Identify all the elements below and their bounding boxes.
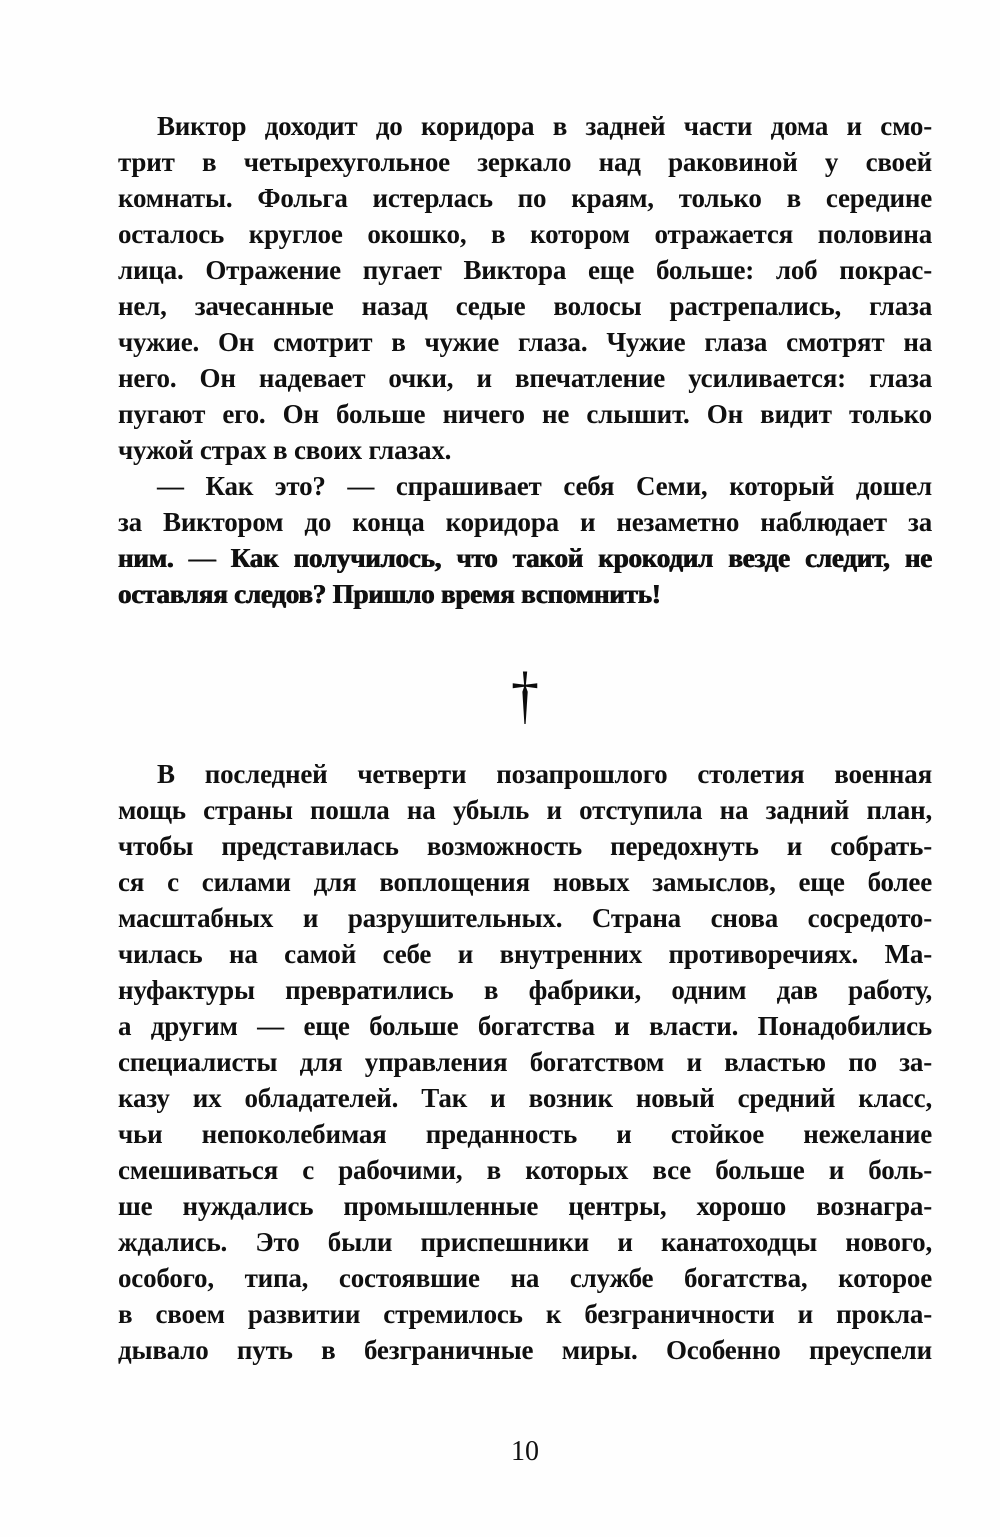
text-line: смешиваться с рабочими, в которых все больше и боль- xyxy=(118,1155,932,1185)
text-line: мощь страны пошла на убыль и отступила на задний план, xyxy=(118,795,932,825)
text-line: него. Он надевает очки, и впечатление усиливается: глаза xyxy=(118,363,932,393)
text-line: за Виктором до конца коридора и незаметно наблюдает за xyxy=(118,507,932,537)
text-line: пугают его. Он больше ничего не слышит. Он видит только xyxy=(118,399,932,429)
text-line: чужой страх в своих глазах. xyxy=(118,435,452,465)
dagger-icon: † xyxy=(511,660,539,732)
text-line: осталось круглое окошко, в котором отражается половина xyxy=(118,219,932,249)
para-viktor-mirror xyxy=(118,108,932,468)
text-line: особого, типа, состоявшие на службе богатства, которое xyxy=(118,1263,932,1293)
text-column xyxy=(118,108,932,1368)
text-line: чьи непоколебимая преданность и стойкое нежелание xyxy=(118,1119,932,1149)
section-separator xyxy=(118,612,932,756)
text-line: чтобы представилась возможность передохнуть и собрать- xyxy=(118,831,932,861)
text-line: комнаты. Фольга истерлась по краям, только в середине xyxy=(118,183,932,213)
text-line: чилась на самой себе и внутренних противоречиях. Ма- xyxy=(118,939,932,969)
text-line: чужие. Он смотрит в чужие глаза. Чужие глаза смотрят на xyxy=(118,327,932,357)
page-number: 10 xyxy=(511,1436,539,1467)
text-line: в своем развитии стремилось к безграничности и прокла- xyxy=(118,1299,932,1329)
text-line: — Как это? — спрашивает себя Семи, который дошел xyxy=(157,471,932,501)
text-line: специалисты для управления богатством и властью по за- xyxy=(118,1047,932,1077)
text-line: а другим — еще больше богатства и власти. Понадобились xyxy=(118,1011,932,1041)
text-line: ждались. Это были приспешники и канатоходцы нового, xyxy=(118,1227,932,1257)
text-line: нуфактуры превратились в фабрики, одним дав работу, xyxy=(118,975,932,1005)
text-line: трит в четырехугольное зеркало над раковиной у своей xyxy=(118,147,932,177)
text-line: оставляя следов? Пришло время вспомнить! xyxy=(118,579,661,609)
text-line: масштабных и разрушительных. Страна снова сосредото- xyxy=(118,903,932,933)
para-history xyxy=(118,756,932,1368)
text-line: ше нуждались промышленные центры, хорошо вознагра- xyxy=(118,1191,932,1221)
text-line: ним. — Как получилось, что такой крокодил везде следит, не xyxy=(118,543,932,573)
text-line: казу их обладателей. Так и возник новый средний класс, xyxy=(118,1083,932,1113)
text-line: ся с силами для воплощения новых замыслов, еще более xyxy=(118,867,932,897)
para-semi-dialogue xyxy=(118,468,932,612)
text-line: дывало путь в безграничные миры. Особенно преуспели xyxy=(118,1335,932,1365)
text-line: Виктор доходит до коридора в задней части дома и смо- xyxy=(157,111,932,141)
text-line: лица. Отражение пугает Виктора еще больше: лоб покрас- xyxy=(118,255,932,285)
text-line: В последней четверти позапрошлого столетия военная xyxy=(157,759,932,789)
text-line: нел, зачесанные назад седые волосы растрепались, глаза xyxy=(118,291,932,321)
